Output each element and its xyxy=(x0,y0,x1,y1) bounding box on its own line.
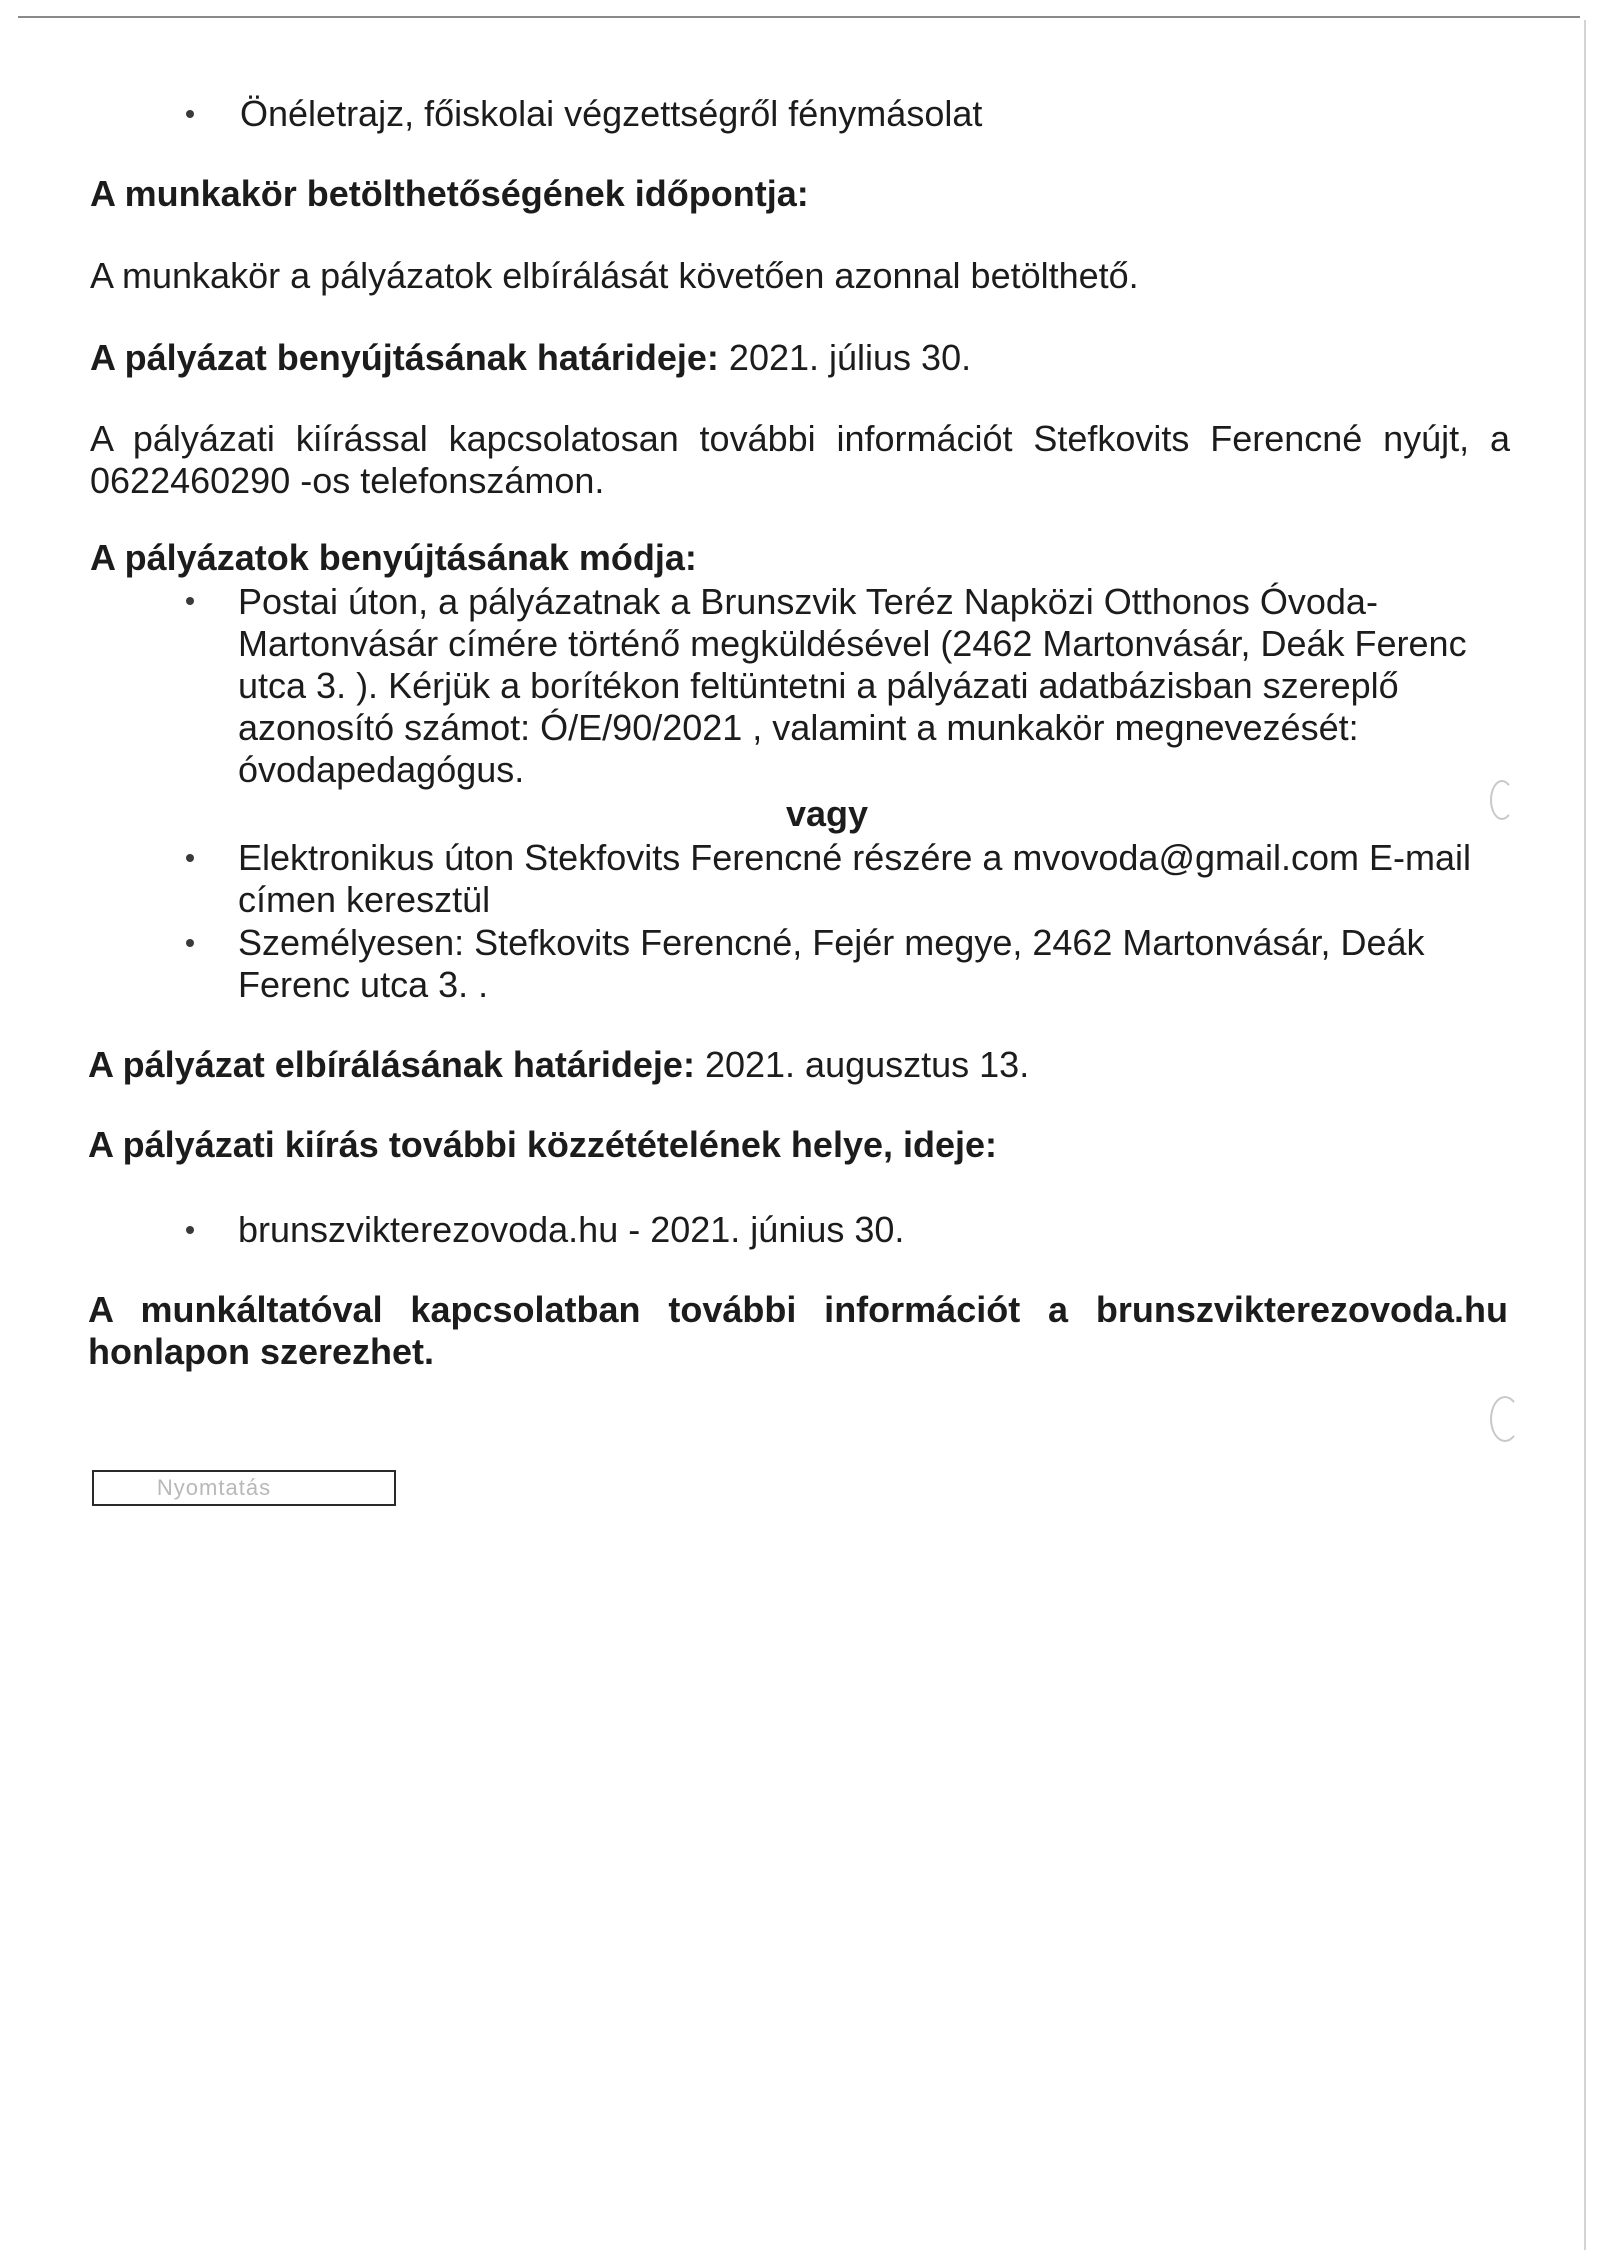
bullet-dot xyxy=(186,1226,194,1234)
review-deadline-line xyxy=(88,1044,1029,1086)
info-line-2: 0622460290 -os telefonszámon. xyxy=(90,460,605,501)
publication-item: brunszvikterezovoda.hu - 2021. június 30. xyxy=(238,1209,905,1250)
start-date-text: A munkakör a pályázatok elbírálását követően azonnal betölthető. xyxy=(90,255,1139,296)
info-line-1: A pályázati kiírással kapcsolatosan további információt Stefkovits Ferencné nyújt, a xyxy=(90,418,1510,459)
submission-deadline-label: A pályázat benyújtásának határideje: xyxy=(90,337,719,378)
employer-info-line-1: A munkáltatóval kapcsolatban további információt a brunszvikterezovoda.hu xyxy=(88,1289,1508,1330)
print-button[interactable]: Nyomtatás xyxy=(92,1470,396,1506)
bullet-dot xyxy=(186,854,194,862)
or-label: vagy xyxy=(786,793,869,834)
bullet-dot xyxy=(186,939,194,947)
personal-line-1: Személyesen: Stefkovits Ferencné, Fejér megye, 2462 Martonvásár, Deák xyxy=(238,922,1425,963)
list-item-cv: Önéletrajz, főiskolai végzettségről fénymásolat xyxy=(240,93,983,134)
right-edge-line xyxy=(1584,20,1586,2250)
employer-info-line-2: honlapon szerezhet. xyxy=(88,1331,435,1372)
postal-line-5: óvodapedagógus. xyxy=(238,749,525,790)
punch-hole-mark xyxy=(1490,780,1514,820)
bullet-dot xyxy=(186,110,194,118)
heading-submission-method: A pályázatok benyújtásának módja: xyxy=(90,537,697,578)
review-deadline-value: 2021. augusztus 13. xyxy=(704,1044,1030,1085)
review-deadline-label: A pályázat elbírálásának határideje: xyxy=(88,1044,695,1085)
heading-start-date: A munkakör betölthetőségének időpontja: xyxy=(90,173,809,214)
postal-line-4: azonosító számot: Ó/E/90/2021 , valamint a munkakör megnevezését: xyxy=(238,707,1359,748)
personal-line-2: Ferenc utca 3. . xyxy=(238,964,489,1005)
top-divider xyxy=(18,16,1580,18)
postal-line-1: Postai úton, a pályázatnak a Brunszvik Teréz Napközi Otthonos Óvoda- xyxy=(238,581,1378,622)
postal-line-2: Martonvásár címére történő megküldésével (2462 Martonvásár, Deák Ferenc xyxy=(238,623,1467,664)
heading-publication: A pályázati kiírás további közzétételének helye, ideje: xyxy=(88,1124,998,1165)
electronic-line-1: Elektronikus úton Stekfovits Ferencné részére a mvovoda@gmail.com E-mail xyxy=(238,837,1472,878)
submission-deadline-value: 2021. július 30. xyxy=(728,337,972,378)
submission-deadline-line xyxy=(90,337,971,379)
bullet-dot xyxy=(186,597,194,605)
postal-line-3: utca 3. ). Kérjük a borítékon feltüntetni a pályázati adatbázisban szereplő xyxy=(238,665,1399,706)
electronic-line-2: címen keresztül xyxy=(238,879,491,920)
punch-hole-mark xyxy=(1490,1396,1520,1442)
